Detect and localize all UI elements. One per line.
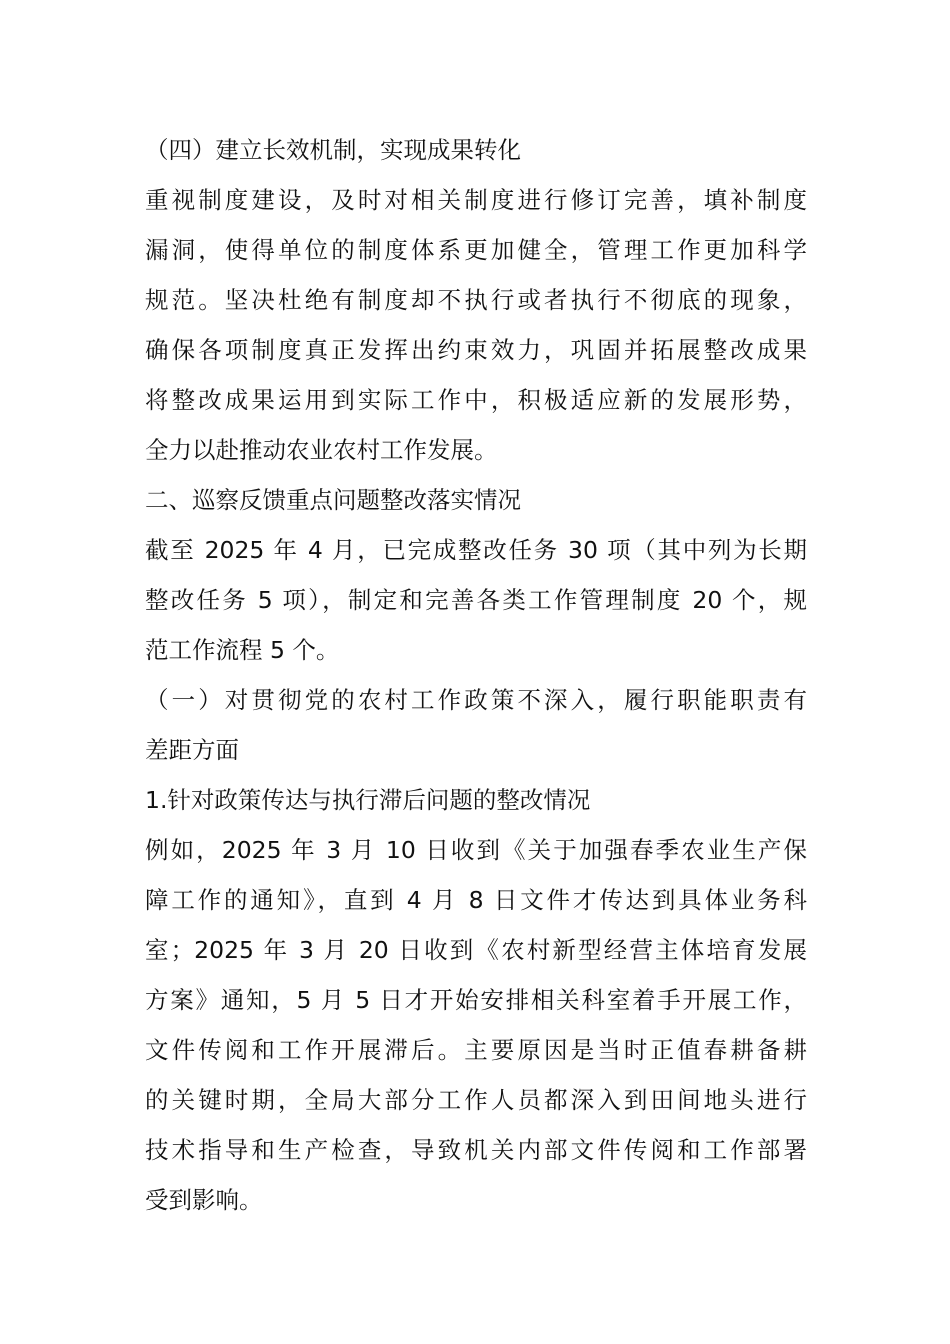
paragraph-line: 漏洞，使得单位的制度体系更加健全，管理工作更加科学 — [145, 236, 807, 264]
subsection-heading-1-cont: 差距方面 — [145, 736, 239, 764]
paragraph-line: 受到影响。 — [145, 1186, 263, 1214]
paragraph-line: 障工作的通知》，直到 4 月 8 日文件才传达到具体业务科 — [145, 886, 807, 914]
paragraph-line: 将整改成果运用到实际工作中，积极适应新的发展形势， — [145, 386, 807, 414]
paragraph-line: 方案》通知，5 月 5 日才开始安排相关科室着手开展工作， — [145, 986, 807, 1014]
item-heading-1: 1.针对政策传达与执行滞后问题的整改情况 — [145, 786, 591, 814]
paragraph-line: 室；2025 年 3 月 20 日收到《农村新型经营主体培育发展 — [145, 936, 807, 964]
paragraph-line: 确保各项制度真正发挥出约束效力，巩固并拓展整改成果 — [145, 336, 807, 364]
paragraph-line: 的关键时期，全局大部分工作人员都深入到田间地头进行 — [145, 1086, 807, 1114]
paragraph-line: 截至 2025 年 4 月，已完成整改任务 30 项（其中列为长期 — [145, 536, 807, 564]
paragraph-line: 文件传阅和工作开展滞后。主要原因是当时正值春耕备耕 — [145, 1036, 807, 1064]
paragraph-line: 规范。坚决杜绝有制度却不执行或者执行不彻底的现象， — [145, 286, 807, 314]
document-page — [145, 125, 807, 1225]
section-heading-4: （四）建立长效机制，实现成果转化 — [145, 136, 521, 164]
paragraph-line: 重视制度建设，及时对相关制度进行修订完善，填补制度 — [145, 186, 807, 214]
section-heading-2: 二、巡察反馈重点问题整改落实情况 — [145, 486, 521, 514]
paragraph-line: 范工作流程 5 个。 — [145, 636, 340, 664]
paragraph-line: 技术指导和生产检查，导致机关内部文件传阅和工作部署 — [145, 1136, 807, 1164]
paragraph-line: 整改任务 5 项），制定和完善各类工作管理制度 20 个，规 — [145, 586, 807, 614]
subsection-heading-1: （一）对贯彻党的农村工作政策不深入，履行职能职责有 — [145, 686, 807, 714]
paragraph-line: 全力以赴推动农业农村工作发展。 — [145, 436, 498, 464]
paragraph-line: 例如，2025 年 3 月 10 日收到《关于加强春季农业生产保 — [145, 836, 807, 864]
